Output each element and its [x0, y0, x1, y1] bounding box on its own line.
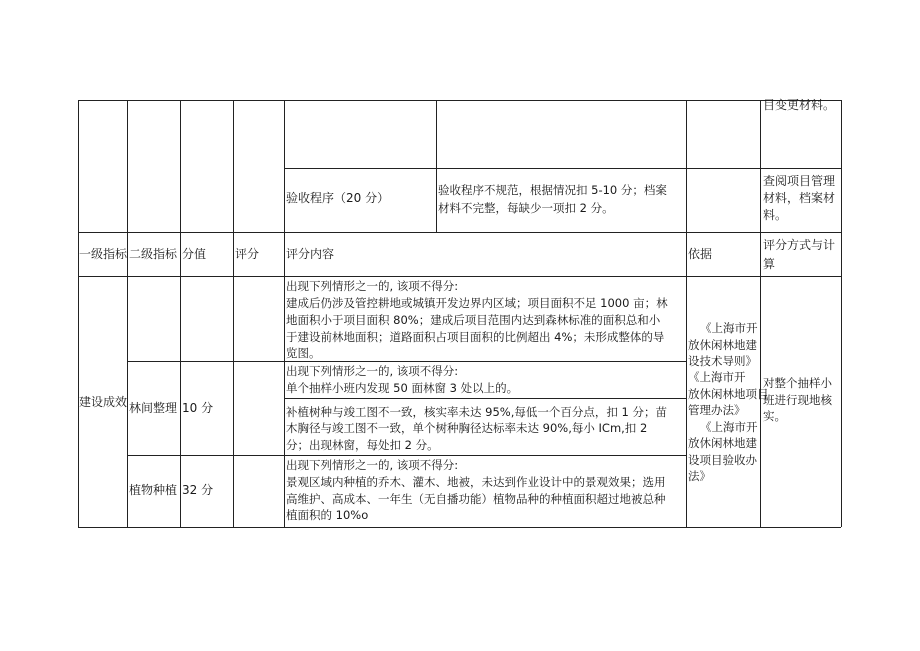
row-divider-basis-method	[686, 168, 841, 169]
cell-score-planting: 32 分	[182, 483, 214, 497]
table-bottom-border	[78, 527, 841, 528]
planting-line3: 高维护、高成本、一年生（无自播功能）植物品种的种植面积超过地被总种	[286, 492, 666, 506]
row-divider-forest-gap-inner	[284, 398, 686, 399]
first-block-line5: 览图。	[286, 346, 321, 360]
planting-line2: 景观区域内种植的乔木、灌木、地被，未达到作业设计中的景观效果；选用	[286, 475, 666, 489]
first-block-line1: 出现下列情形之一的, 该项不得分:	[286, 279, 459, 293]
basis-line9: 设项目验收办	[688, 453, 757, 467]
cell-acceptance-method-line1: 查阅项目管理	[763, 174, 836, 188]
col-border-method	[760, 100, 761, 527]
cell-acceptance-content-line2: 材料不完整，每缺少一项扣 2 分。	[438, 201, 614, 215]
col-border-basis	[686, 100, 687, 527]
basis-line4: 《上海市开	[688, 370, 746, 384]
forest-gap-c2-line1: 补植树种与竣工图不一致，核实率未达 95%,每低一个百分点，扣 1 分；苗	[286, 405, 667, 419]
header-grading: 评分	[235, 247, 260, 261]
first-block-line4: 于建设前林地面积；道路面积占项目面积的比例超出 4%；未形成整体的导	[286, 330, 665, 344]
cell-level1-construction: 建设成效	[79, 395, 128, 409]
basis-line6: 管理办法》	[688, 403, 746, 417]
forest-gap-c2-line3: 分；出现林窗，每处扣 2 分。	[286, 438, 439, 452]
cell-level2-planting: 植物种植	[129, 483, 178, 497]
method-line1: 对整个抽样小	[763, 376, 832, 390]
cell-score-forest-gap: 10 分	[182, 401, 214, 415]
col-border-right	[841, 100, 842, 527]
planting-line1: 出现下列情形之一的, 该项不得分:	[286, 458, 459, 472]
basis-line8: 放休闲林地建	[688, 436, 757, 450]
col-border-content	[284, 100, 285, 527]
col-border-left	[78, 100, 79, 527]
header-top-border	[78, 232, 841, 233]
cell-acceptance-item: 验收程序（20 分）	[286, 191, 390, 205]
forest-gap-c2-line2: 木胸径与竣工图不一致，单个树种胸径达标率未达 90%,每小 ICm,扣 2	[286, 421, 648, 435]
col-border-level2	[127, 100, 128, 527]
method-line3: 实。	[763, 409, 786, 423]
header-method-line1: 评分方式与计	[763, 238, 836, 252]
forest-gap-c1-line1: 出现下列情形之一的, 该项不得分:	[286, 364, 459, 378]
cell-acceptance-method-line3: 料。	[763, 208, 788, 222]
cell-acceptance-method-line2: 材料，档案材	[763, 191, 836, 205]
cell-level2-forest-gap: 林间整理	[129, 401, 178, 415]
basis-line7: 《上海市开	[700, 420, 758, 434]
col-border-grading	[233, 100, 234, 527]
table-top-border	[78, 100, 841, 101]
row-divider-content	[284, 168, 686, 169]
forest-gap-c1-line2: 单个抽样小班内发现 50 面林窗 3 处以上的。	[286, 381, 519, 395]
header-score: 分值	[182, 247, 207, 261]
col-border-score	[180, 100, 181, 527]
basis-line10: 法》	[688, 469, 711, 483]
planting-line4: 植面积的 10%o	[286, 508, 369, 522]
header-bottom-border	[78, 276, 841, 277]
first-block-line3: 地面积小于项目面积 80%；建成后项目范围内达到森林标准的面积总和小	[286, 313, 661, 327]
basis-line3: 设技术导则》	[688, 354, 757, 368]
header-method-line2: 算	[763, 257, 776, 271]
cell-basis-continued: 目变更材料。	[763, 98, 836, 112]
method-line2: 班进行现地核	[763, 393, 832, 407]
header-content: 评分内容	[286, 247, 335, 261]
basis-line2: 放休闲林地建	[688, 338, 757, 352]
cell-acceptance-content-line1: 验收程序不规范，根据情况扣 5-10 分；档案	[438, 183, 667, 197]
header-level1: 一级指标	[79, 247, 128, 261]
basis-line1: 《上海市开	[700, 321, 758, 335]
header-level2: 二级指标	[129, 247, 178, 261]
col-border-content-split	[436, 100, 437, 232]
header-basis: 依据	[688, 247, 713, 261]
first-block-line2: 建成后仍涉及管控耕地或城镇开发边界内区域；项目面积不足 1000 亩；林	[286, 296, 668, 310]
basis-line5: 放休闲林地项目	[688, 387, 769, 401]
